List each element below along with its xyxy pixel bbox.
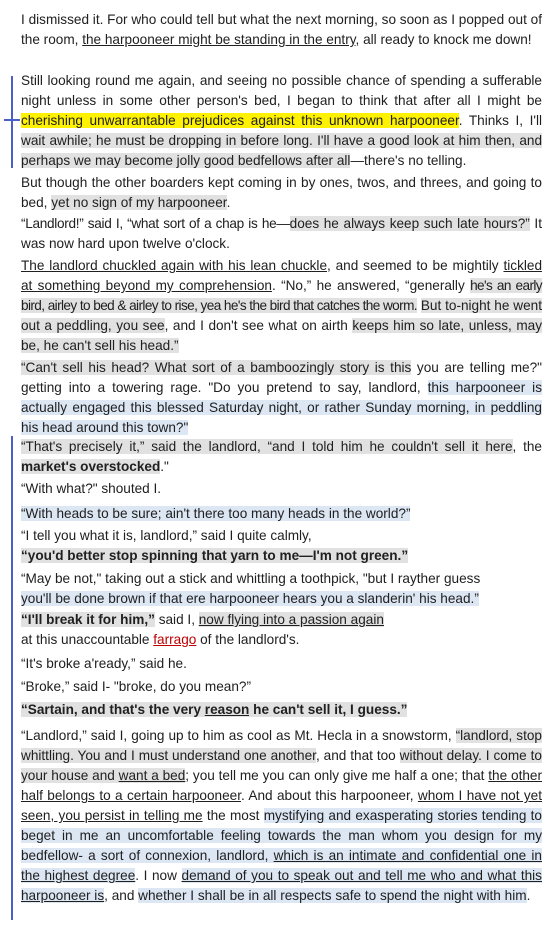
text-run: wait awhile; he must be dropping in before long. I'll have a good look at him then, and perhaps we may become jolly good bedfellows after all xyxy=(21,133,542,168)
text-run: want a bed xyxy=(118,768,186,783)
text-run: . xyxy=(226,195,231,210)
paragraph-1 xyxy=(21,10,542,50)
text-run: of the landlord's. xyxy=(196,632,300,647)
text-run: . And about this harpooneer, xyxy=(240,788,418,803)
paragraph-6 xyxy=(21,358,542,438)
text-run: —there's no telling. xyxy=(350,153,467,168)
text-run: at this unaccountable xyxy=(21,632,154,647)
text-run: market's overstocked xyxy=(21,459,161,474)
text-run: , and xyxy=(104,888,139,903)
change-bar xyxy=(11,436,13,920)
text-run: “Landlord,” said I, going up to him as cool as Mt. Hecla in a snowstorm, xyxy=(21,728,456,743)
text-run: ; you tell me you can only give me half a one; that xyxy=(185,768,489,783)
change-bar xyxy=(11,76,13,168)
text-run: he can't sell it, I guess.” xyxy=(249,702,408,717)
text-run: you'll be done brown if that ere harpooneer hears you a slanderin' his head.” xyxy=(21,591,479,606)
text-run: , and that too xyxy=(315,748,400,763)
text-run: demand of you to speak out and tell me who and what this harpooneer is xyxy=(21,868,542,903)
text-run: But to-night he went out a peddling, you see xyxy=(21,298,542,333)
text-run: without delay. I come to your house and xyxy=(21,748,542,783)
paragraph-11 xyxy=(21,569,542,609)
text-run: the harpooneer might be standing in the entry xyxy=(82,32,356,47)
text-run: tickled at something beyond my comprehension xyxy=(21,258,542,293)
text-run: does he always keep such late hours?” xyxy=(289,216,530,231)
text-run: “May be not," taking out a stick and whittling a toothpick, "but I rayther guess xyxy=(21,571,481,586)
paragraph-3 xyxy=(21,173,542,213)
text-run: mystifying and exasperating stories tending to beget in me an uncomfortable feeling towards the man whom you design for my bedfellow- a sort of connexion, landlord, xyxy=(21,808,542,863)
text-run: “Broke,” said I- "broke, do you mean?” xyxy=(21,679,251,694)
text-run: you are telling me?" getting into a towering rage. "Do you pretend to say, landlord, xyxy=(21,360,542,395)
text-run: this harpooneer is actually engaged this blessed Saturday night, or rather Sunday morning, in peddling his head around this town?" xyxy=(21,380,542,435)
text-run: “landlord, stop whittling. You and I must understand one another xyxy=(21,728,542,763)
paragraph-12 xyxy=(21,610,542,650)
text-run: . “No,” he answered, “generally xyxy=(271,278,471,293)
paragraph-14 xyxy=(21,677,542,697)
text-run: reason xyxy=(204,702,250,717)
text-run: I dismissed it. For who could tell but what the next morning, so soon as I popped out of the room, xyxy=(21,12,542,47)
text-run: whom I have not yet seen, you persist in telling me xyxy=(21,788,542,823)
text-run: the most xyxy=(202,808,264,823)
text-run: It was now hard upon twelve o'clock. xyxy=(21,216,542,251)
text-run: , all ready to knock me down! xyxy=(355,32,532,47)
text-run: “With heads to be sure; ain't there too many heads in the world?” xyxy=(21,506,411,521)
text-run: “Sartain, and that's the very xyxy=(21,702,205,717)
text-run: “I tell you what it is, landlord,” said I quite calmly, xyxy=(21,528,312,543)
paragraph-10 xyxy=(21,526,542,566)
text-run: which is an intimate and confidential one in the highest degree xyxy=(21,848,542,883)
text-run: Still looking round me again, and seeing no possible chance of spending a sufferable night unless in some other person's bed, I began to think that after all I might be xyxy=(21,73,542,108)
text-run: “Landlord!” said I, “what sort of a chap is he— xyxy=(21,216,290,231)
text-run: said I, xyxy=(154,612,199,627)
text-run: “With what?" shouted I. xyxy=(21,481,162,496)
text-run: ." xyxy=(160,459,169,474)
text-run: , and I don't see what on airth xyxy=(164,318,353,333)
text-run: keeps him so late, unless, may be, he can't sell his head.” xyxy=(21,318,543,353)
text-run: . Thinks I, I'll xyxy=(458,113,543,128)
paragraph-7 xyxy=(21,437,542,477)
text-run: “That's precisely it,” said the landlord, “and I told him he couldn't sell it here xyxy=(21,439,513,454)
paragraph-16 xyxy=(21,726,542,906)
text-run: the other half belongs to a certain harpooneer xyxy=(21,768,542,803)
paragraph-9 xyxy=(21,504,542,524)
text-run: he's an early bird, airley to bed & airley to rise, yea he's the bird that catches the worm. xyxy=(21,278,543,313)
text-run: “you'd better stop spinning that yarn to me—I'm not green.” xyxy=(21,548,409,563)
text-run: The landlord chuckled again with his lean chuckle xyxy=(21,258,327,273)
paragraph-13 xyxy=(21,654,542,674)
text-run: “I'll break it for him,” xyxy=(21,612,155,627)
text-run: , and seemed to be mightily xyxy=(327,258,504,273)
text-run: . I now xyxy=(135,868,182,883)
text-run: now flying into a passion again xyxy=(198,612,384,627)
text-run: But though the other boarders kept coming in by ones, twos, and threes, and going to bed, xyxy=(21,175,542,210)
paragraph-4 xyxy=(21,214,542,254)
paragraph-2 xyxy=(21,71,542,171)
paragraph-15 xyxy=(21,700,542,720)
text-run: “It's broke a'ready,” said he. xyxy=(21,656,187,671)
text-run: “Can't sell his head? What sort of a bamboozingly story is this xyxy=(21,360,412,375)
text-run: cherishing unwarrantable prejudices against this unknown harpooneer xyxy=(21,113,459,128)
text-run: farrago xyxy=(153,632,197,647)
text-run: yet no sign of my harpooneer xyxy=(51,195,227,210)
text-run: . xyxy=(526,888,531,903)
paragraph-5 xyxy=(21,256,542,356)
paragraph-8 xyxy=(21,479,542,499)
comment-marker[interactable] xyxy=(4,119,20,121)
text-run: , the xyxy=(512,439,542,454)
text-run: whether I shall be in all respects safe to spend the night with him xyxy=(138,888,527,903)
